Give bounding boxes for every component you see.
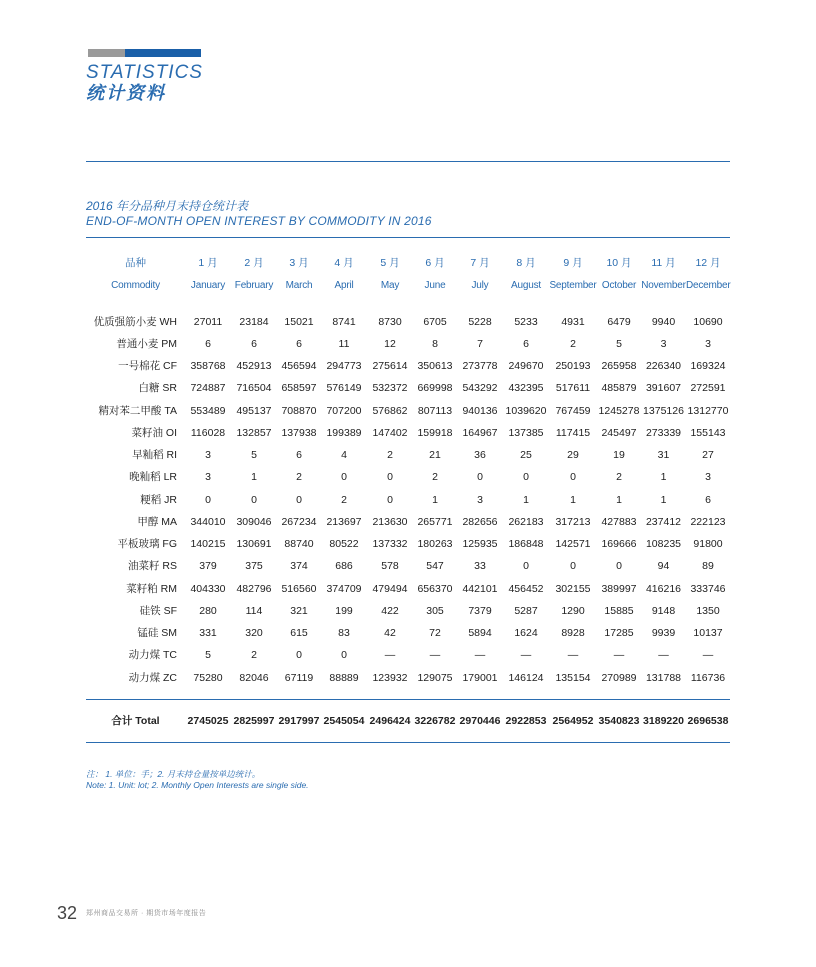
cell: 265771 [417, 515, 453, 528]
cell: 33 [474, 560, 486, 573]
table-row [86, 356, 730, 378]
cell: — [384, 649, 396, 662]
cell: 222123 [690, 515, 726, 528]
cell: 0 [523, 560, 529, 573]
header-bar-gray [88, 49, 125, 57]
cell: 6 月 [425, 256, 445, 269]
cell: 131788 [645, 671, 682, 684]
cell: 29 [567, 449, 579, 462]
cell: 129075 [417, 671, 453, 684]
cell: 658597 [281, 382, 317, 395]
row-label: 油菜籽 RS [127, 560, 177, 573]
row-label: 优质强筋小麦 WH [93, 315, 177, 328]
cell: 656370 [417, 582, 453, 595]
cell: 125935 [462, 538, 498, 551]
cell: 302155 [555, 582, 591, 595]
cell: 1 月 [198, 256, 218, 269]
cell: 1 [660, 493, 667, 506]
cell: 135154 [555, 671, 591, 684]
cell: 15885 [604, 604, 634, 617]
cell: 576862 [372, 404, 408, 417]
cell: 1 [432, 493, 438, 506]
cell: 547 [426, 560, 444, 573]
cell: 2 [616, 471, 622, 484]
cell: 0 [570, 471, 576, 484]
row-label: 白糖 SR [138, 382, 177, 395]
cell: 6 [523, 337, 529, 350]
cell: — [474, 649, 486, 662]
cell: 374709 [326, 582, 362, 595]
cell: 5233 [514, 315, 538, 328]
row-label: 甲醇 MA [137, 515, 177, 528]
table-row [86, 556, 730, 578]
cell: 442101 [462, 582, 498, 595]
cell: 2825997 [233, 714, 275, 727]
cell: 8928 [561, 627, 585, 640]
cell: 36 [474, 449, 486, 462]
cell: 3 [705, 337, 711, 350]
cell: 452913 [236, 360, 272, 373]
cell: 270989 [601, 671, 637, 684]
row-label: 合计 Total [111, 714, 160, 727]
table-row [86, 623, 730, 645]
cell: 10 月 [606, 256, 632, 269]
cell: 333746 [690, 582, 726, 595]
total-row [86, 710, 730, 732]
cell: 75280 [193, 671, 223, 684]
cell: 117415 [555, 426, 591, 439]
cell: 4 月 [334, 256, 354, 269]
row-label: 普通小麦 PM [116, 337, 177, 350]
cell: 0 [616, 560, 622, 573]
cell: 123932 [372, 671, 408, 684]
cell: 3 [205, 471, 211, 484]
cell: 0 [387, 493, 393, 506]
cell: 159918 [417, 426, 453, 439]
cell: May [380, 279, 400, 291]
cell: 0 [387, 471, 393, 484]
cell: 305 [426, 604, 444, 617]
cell: 1 [660, 471, 667, 484]
cell: 374 [290, 560, 308, 573]
cell: 265958 [601, 360, 637, 373]
cell: 321 [290, 604, 308, 617]
cell: 2496424 [369, 714, 411, 727]
row-label: 菜籽油 OI [131, 426, 177, 439]
cell: 6 [296, 449, 302, 462]
cell: September [549, 279, 597, 291]
cell: 578 [381, 560, 399, 573]
cell: 213630 [372, 515, 408, 528]
cell: 0 [296, 493, 302, 506]
cell: 576149 [326, 382, 362, 395]
cell: — [658, 649, 669, 662]
table-row [86, 400, 730, 422]
cell: 807113 [417, 404, 453, 417]
cell: 707200 [326, 404, 362, 417]
cell: 2 [432, 471, 438, 484]
cell: 273778 [462, 360, 498, 373]
cell: 12 [384, 337, 396, 350]
cell: 31 [657, 449, 670, 462]
cell: 199 [335, 604, 353, 617]
cell: 1039620 [505, 404, 547, 417]
cell: 0 [523, 471, 529, 484]
note-en: Note: 1. Unit: lot; 2. Monthly Open Interests are single side. [86, 780, 309, 790]
table-row [86, 467, 730, 489]
cell: 1375126 [643, 404, 684, 417]
cell: 2745025 [187, 714, 229, 727]
cell: 91800 [693, 538, 723, 551]
cell: 262183 [508, 515, 544, 528]
cell: 1 [570, 493, 576, 506]
row-label: 晚籼稻 LR [129, 471, 177, 484]
cell: 5 [616, 337, 622, 350]
cell: 391607 [645, 382, 682, 395]
cell: 4 [341, 449, 347, 462]
cell: — [613, 649, 625, 662]
cell: 9939 [651, 627, 676, 640]
cell: 375 [245, 560, 263, 573]
cell: 137332 [372, 538, 408, 551]
cell: 8 [432, 337, 438, 350]
cell: 0 [341, 471, 347, 484]
cell: January [190, 279, 226, 291]
cell: 15021 [284, 315, 314, 328]
cell: 427883 [601, 515, 637, 528]
cell: 724887 [190, 382, 226, 395]
cell: 1245278 [598, 404, 640, 417]
cell: 237412 [645, 515, 682, 528]
cell: 8741 [332, 315, 356, 328]
cell: 116028 [190, 426, 226, 439]
cell: — [520, 649, 532, 662]
cell: 199389 [326, 426, 362, 439]
cell: 6 [296, 337, 302, 350]
row-label: 动力煤 TC [128, 649, 177, 662]
cell: 432395 [508, 382, 544, 395]
row-label: 一号棉花 CF [118, 360, 177, 373]
row-label: 菜籽粕 RM [126, 582, 177, 595]
cell: 82046 [239, 671, 269, 684]
header-row-cn [86, 252, 730, 274]
cell: 0 [477, 471, 483, 484]
divider-top [86, 161, 730, 162]
cell: — [702, 649, 714, 662]
cell: 669998 [417, 382, 453, 395]
open-interest-table [86, 252, 730, 743]
cell: 140215 [190, 538, 226, 551]
cell: April [334, 279, 354, 291]
cell: 272591 [690, 382, 726, 395]
cell: 2696538 [687, 714, 729, 727]
cell: 6479 [607, 315, 631, 328]
cell: 5 [205, 649, 211, 662]
cell: 2917997 [278, 714, 320, 727]
cell: 0 [296, 649, 302, 662]
cell: 358768 [190, 360, 226, 373]
cell: 27 [702, 449, 714, 462]
cell: 716504 [236, 382, 272, 395]
cell: 517611 [555, 382, 591, 395]
cell: 4931 [561, 315, 585, 328]
table-row [86, 667, 730, 689]
header-bar-blue [125, 49, 201, 57]
table-row [86, 600, 730, 622]
section-title-cn: 统计资料 [86, 83, 166, 103]
cell: 1350 [696, 604, 720, 617]
cell: 142571 [555, 538, 591, 551]
cell: 479494 [372, 582, 408, 595]
cell: 9 月 [563, 256, 583, 269]
cell: 88740 [284, 538, 314, 551]
cell: 249670 [508, 360, 544, 373]
cell: 485879 [601, 382, 637, 395]
cell: 532372 [372, 382, 408, 395]
cell: 6 [251, 337, 257, 350]
row-label: 动力煤 ZC [128, 671, 177, 684]
cell: 116736 [690, 671, 726, 684]
cell: 169324 [690, 360, 726, 373]
cell: 267234 [281, 515, 317, 528]
cell: 1624 [514, 627, 538, 640]
cell: 0 [251, 493, 257, 506]
table-row [86, 489, 730, 511]
cell: 12 月 [695, 256, 721, 269]
cell: 89 [702, 560, 714, 573]
cell: 80522 [329, 538, 359, 551]
cell: 615 [290, 627, 308, 640]
cell: 708870 [281, 404, 317, 417]
cell: 282656 [462, 515, 498, 528]
cell: February [234, 279, 274, 291]
cell: 2970446 [459, 714, 501, 727]
cell: 27011 [193, 315, 223, 328]
cell: 130691 [236, 538, 272, 551]
cell: 108235 [645, 538, 682, 551]
cell: 3 [205, 449, 211, 462]
section-title-en: STATISTICS [86, 62, 203, 83]
cell: 11 [338, 337, 350, 350]
row-label: 粳稻 JR [140, 493, 177, 506]
cell: November [641, 279, 686, 291]
cell: 416216 [645, 582, 682, 595]
cell: 3226782 [414, 714, 456, 727]
cell: 10690 [693, 315, 723, 328]
cell: 3540823 [598, 714, 640, 727]
cell: 280 [199, 604, 217, 617]
cell: 186848 [508, 538, 544, 551]
cell: July [471, 279, 489, 291]
cell: 25 [520, 449, 532, 462]
cell: 146124 [508, 671, 544, 684]
cell: 3189220 [643, 714, 684, 727]
cell: 294773 [326, 360, 362, 373]
cell: 1 [523, 493, 529, 506]
cell: 389997 [601, 582, 637, 595]
cell: 19 [613, 449, 625, 462]
cell: 2 [251, 649, 257, 662]
cell: 180263 [417, 538, 453, 551]
cell: August [511, 279, 541, 291]
cell: 1312770 [687, 404, 729, 417]
cell: 23184 [239, 315, 269, 328]
header-row-en [86, 274, 730, 296]
table-row [86, 311, 730, 333]
cell: 7379 [468, 604, 492, 617]
cell: 2564952 [552, 714, 594, 727]
table-top-rule [86, 237, 730, 238]
table-title-en: END-OF-MONTH OPEN INTEREST BY COMMODITY IN 2016 [86, 214, 432, 228]
cell: 543292 [462, 382, 498, 395]
cell: 3 [477, 493, 483, 506]
cell: 309046 [236, 515, 272, 528]
cell: 7 月 [470, 256, 490, 269]
cell: 0 [570, 560, 576, 573]
cell: 275614 [372, 360, 408, 373]
cell: 72 [429, 627, 441, 640]
row-label: 锰硅 SM [137, 627, 177, 640]
row-label: Commodity [111, 279, 160, 291]
cell: 21 [429, 449, 441, 462]
cell: 379 [199, 560, 217, 573]
cell: 273339 [645, 426, 682, 439]
cell: 5 [251, 449, 257, 462]
table-row [86, 534, 730, 556]
row-label: 品种 [125, 256, 146, 269]
row-label: 平板玻璃 FG [117, 538, 177, 551]
cell: 42 [384, 627, 396, 640]
row-label: 精对苯二甲酸 TA [98, 404, 177, 417]
table-row [86, 422, 730, 444]
cell: 320 [245, 627, 263, 640]
cell: 3 [705, 471, 711, 484]
cell: 6 [205, 337, 211, 350]
publication-name: 郑州商品交易所 · 期货市场年度报告 [86, 910, 207, 917]
cell: 10137 [693, 627, 723, 640]
cell: 5894 [468, 627, 492, 640]
cell: March [285, 279, 313, 291]
cell: 169666 [601, 538, 637, 551]
cell: 7 [477, 337, 483, 350]
cell: 8730 [378, 315, 402, 328]
cell: October [601, 279, 637, 291]
cell: 137385 [508, 426, 544, 439]
table-row [86, 333, 730, 355]
cell: 155143 [690, 426, 726, 439]
cell: 456452 [508, 582, 544, 595]
cell: 344010 [190, 515, 226, 528]
cell: 0 [341, 649, 347, 662]
note-cn: 注： 1. 单位：手；2. 月末持仓量按单边统计。 [86, 769, 261, 779]
cell: 88889 [329, 671, 359, 684]
row-label: 早籼稻 RI [132, 449, 177, 462]
cell: 147402 [372, 426, 408, 439]
cell: 6 [705, 493, 711, 506]
cell: 422 [381, 604, 399, 617]
cell: 17285 [604, 627, 634, 640]
row-label: 硅铁 SF [139, 604, 177, 617]
cell: 331 [199, 627, 217, 640]
table-title-cn: 2016 年分品种月末持仓统计表 [86, 199, 249, 213]
cell: 250193 [555, 360, 591, 373]
cell: 2 [296, 471, 302, 484]
cell: 2 [387, 449, 393, 462]
table-row [86, 578, 730, 600]
cell: 2 [570, 337, 576, 350]
cell: 2 [341, 493, 347, 506]
table-row [86, 511, 730, 533]
cell: December [686, 279, 731, 291]
cell: 686 [335, 560, 353, 573]
cell: 3 [660, 337, 667, 350]
cell: 5 月 [380, 256, 400, 269]
cell: 404330 [190, 582, 226, 595]
cell: — [567, 649, 579, 662]
cell: 5228 [468, 315, 492, 328]
cell: 767459 [555, 404, 591, 417]
cell: 0 [205, 493, 211, 506]
cell: 553489 [190, 404, 226, 417]
cell: 245497 [601, 426, 637, 439]
cell: 3 月 [289, 256, 309, 269]
cell: 456594 [281, 360, 317, 373]
cell: 213697 [326, 515, 362, 528]
page-number: 32 [57, 903, 78, 923]
cell: 8 月 [516, 256, 536, 269]
cell: 317213 [555, 515, 591, 528]
table-row [86, 378, 730, 400]
cell: — [429, 649, 441, 662]
cell: 9148 [651, 604, 676, 617]
cell: 132857 [236, 426, 272, 439]
table-row [86, 645, 730, 667]
cell: 94 [657, 560, 670, 573]
cell: 482796 [236, 582, 272, 595]
cell: 83 [338, 627, 350, 640]
cell: 940136 [462, 404, 498, 417]
cell: 179001 [462, 671, 498, 684]
cell: 9940 [651, 315, 676, 328]
cell: 137938 [281, 426, 317, 439]
cell: June [424, 279, 446, 291]
cell: 516560 [281, 582, 317, 595]
cell: 67119 [284, 671, 314, 684]
cell: 2545054 [323, 714, 365, 727]
cell: 2 月 [244, 256, 264, 269]
cell: 1290 [561, 604, 585, 617]
cell: 495137 [236, 404, 272, 417]
cell: 1 [251, 471, 257, 484]
cell: 5287 [514, 604, 538, 617]
table-row [86, 445, 730, 467]
cell: 114 [245, 604, 263, 617]
cell: 11 月 [651, 256, 676, 269]
cell: 2922853 [505, 714, 547, 727]
cell: 6705 [423, 315, 447, 328]
cell: 164967 [462, 426, 498, 439]
cell: 226340 [645, 360, 682, 373]
cell: 350613 [417, 360, 453, 373]
cell: 1 [616, 493, 622, 506]
